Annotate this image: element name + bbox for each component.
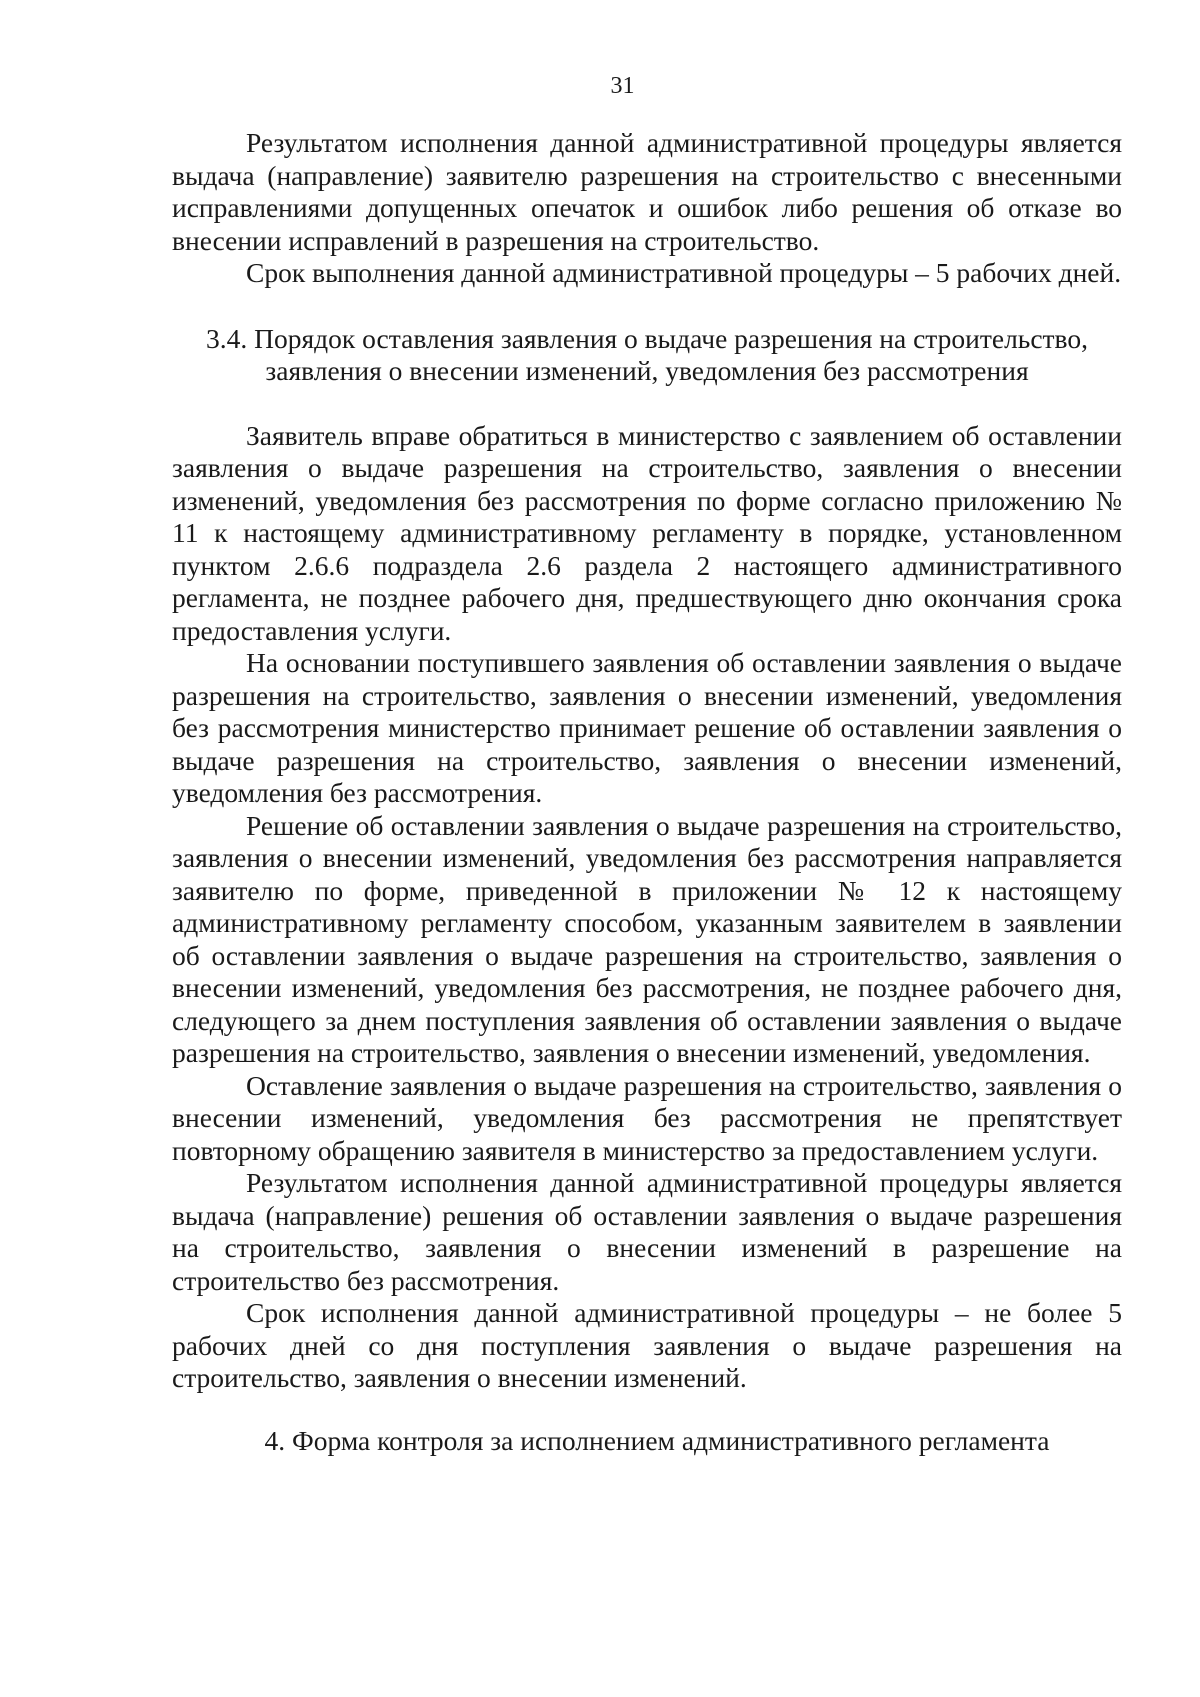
paragraph-deadline-leave: Срок исполнения данной административной процедуры – не более 5 рабочих дней со дня поступления заявления о выдаче разрешения на строительство, заявления о внесении изменений. bbox=[172, 1297, 1122, 1393]
section-3-4-heading-line2: заявления о внесении изменений, уведомления без рассмотрения bbox=[265, 355, 1029, 386]
paragraph-deadline-corrections: Срок выполнения данной административной процедуры – 5 рабочих дней. bbox=[246, 257, 1122, 288]
section-3-4-heading-line1: 3.4. Порядок оставления заявления о выдаче разрешения на строительство, bbox=[206, 322, 1088, 354]
paragraph-applicant-right: Заявитель вправе обратиться в министерство с заявлением об оставлении заявления о выдаче разрешения на строительство, заявления о внесении изменений, уведомления без рассмотрения по форме согласно приложению № 11 к настоящему административному регламенту в порядке, установленном пунктом 2.6.6 подраздела 2.6 раздела 2 настоящего административного регламента, не позднее рабочего дня, предшествующего дню окончания срока предоставления услуги. bbox=[172, 419, 1122, 646]
paragraph-decision-sent: Решение об оставлении заявления о выдаче разрешения на строительство, заявления о внесении изменений, уведомления без рассмотрения направляется заявителю по форме, приведенной в приложении № 12 к настоящему административному регламенту способом, указанным заявителем в заявлении об оставлении заявления о выдаче разрешения на строительство, заявления о внесении изменений, уведомления без рассмотрения, не позднее рабочего дня, следующего за днем поступления заявления об оставлении заявления о выдаче разрешения на строительство, заявления о внесении изменений, уведомления. bbox=[172, 809, 1122, 1068]
paragraph-ministry-decision: На основании поступившего заявления об оставлении заявления о выдаче разрешения на строительство, заявления о внесении изменений, уведомления без рассмотрения министерство принимает решение об оставлении заявления о выдаче разрешения на строительство, заявления о внесении изменений, уведомления без рассмотрения. bbox=[172, 647, 1122, 808]
document-body bbox=[172, 127, 1122, 1457]
section-4-heading: 4. Форма контроля за исполнением административного регламента bbox=[264, 1424, 1050, 1456]
section-3-4-heading bbox=[172, 323, 1122, 388]
page-number: 31 bbox=[610, 73, 635, 99]
paragraph-result-leave: Результатом исполнения данной административной процедуры является выдача (направление) решения об оставлении заявления о выдаче разрешения на строительство, заявления о внесении изменений в разрешение на строительство без рассмотрения. bbox=[172, 1167, 1122, 1296]
paragraph-no-obstacle: Оставление заявления о выдаче разрешения на строительство, заявления о внесении изменений, уведомления без рассмотрения не препятствует повторному обращению заявителя в министерство за предоставлением услуги. bbox=[172, 1069, 1122, 1166]
paragraph-result-corrections: Результатом исполнения данной административной процедуры является выдача (направление) заявителю разрешения на строительство с внесенными исправлениями допущенных опечаток и ошибок либо решения об отказе во внесении исправлений в разрешения на строительство. bbox=[172, 127, 1122, 256]
